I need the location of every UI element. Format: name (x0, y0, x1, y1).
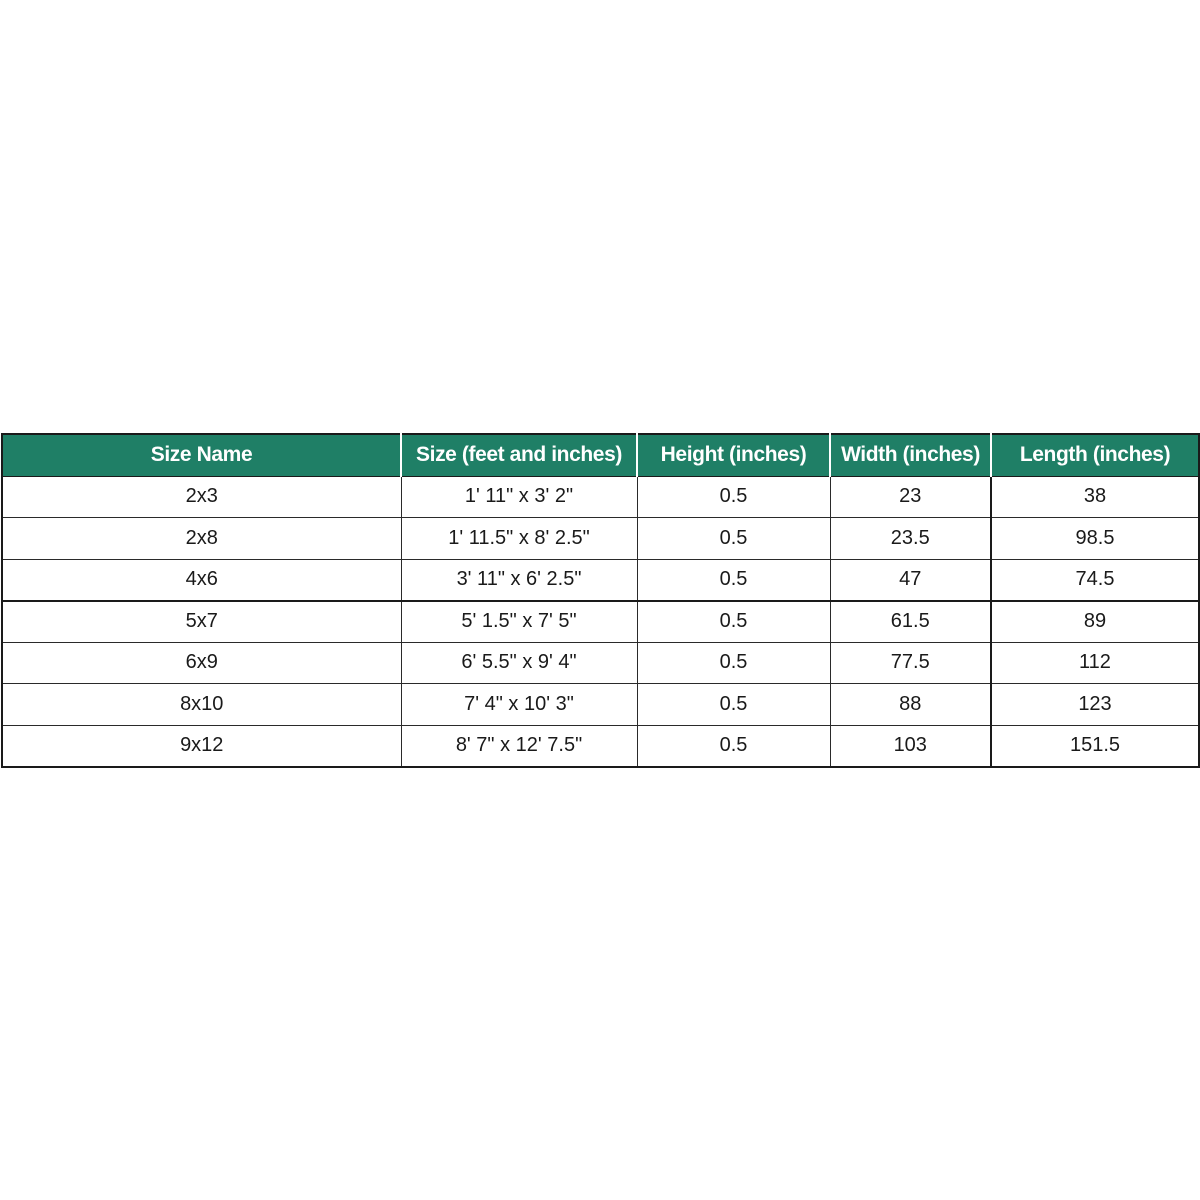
cell-size-name: 2x8 (2, 518, 401, 560)
cell-size-name: 6x9 (2, 642, 401, 684)
table-row (2, 559, 1199, 601)
header-size-feet-inches: Size (feet and inches) (401, 434, 637, 476)
table-row (2, 518, 1199, 560)
table-row (2, 725, 1199, 767)
cell-size-name: 4x6 (2, 559, 401, 601)
table-row (2, 476, 1199, 518)
table-row (2, 601, 1199, 643)
cell-width: 47 (830, 559, 991, 601)
cell-width: 88 (830, 684, 991, 726)
header-width: Width (inches) (830, 434, 991, 476)
cell-length: 123 (991, 684, 1199, 726)
cell-height: 0.5 (637, 601, 830, 643)
cell-width: 61.5 (830, 601, 991, 643)
cell-size-name: 5x7 (2, 601, 401, 643)
cell-height: 0.5 (637, 476, 830, 518)
cell-size-feet-inches: 5' 1.5" x 7' 5" (401, 601, 637, 643)
cell-height: 0.5 (637, 642, 830, 684)
cell-size-name: 9x12 (2, 725, 401, 767)
cell-size-feet-inches: 7' 4" x 10' 3" (401, 684, 637, 726)
table-body (2, 476, 1199, 767)
cell-length: 74.5 (991, 559, 1199, 601)
cell-size-feet-inches: 3' 11" x 6' 2.5" (401, 559, 637, 601)
cell-size-feet-inches: 1' 11" x 3' 2" (401, 476, 637, 518)
cell-height: 0.5 (637, 684, 830, 726)
cell-length: 38 (991, 476, 1199, 518)
header-row (2, 434, 1199, 476)
cell-size-name: 8x10 (2, 684, 401, 726)
cell-width: 23 (830, 476, 991, 518)
rug-size-table (1, 433, 1200, 768)
cell-width: 77.5 (830, 642, 991, 684)
table-header (2, 434, 1199, 476)
table-row (2, 684, 1199, 726)
cell-length: 98.5 (991, 518, 1199, 560)
cell-height: 0.5 (637, 559, 830, 601)
header-height: Height (inches) (637, 434, 830, 476)
cell-length: 89 (991, 601, 1199, 643)
cell-width: 103 (830, 725, 991, 767)
header-size-name: Size Name (2, 434, 401, 476)
header-length: Length (inches) (991, 434, 1199, 476)
cell-size-name: 2x3 (2, 476, 401, 518)
cell-size-feet-inches: 1' 11.5" x 8' 2.5" (401, 518, 637, 560)
cell-length: 151.5 (991, 725, 1199, 767)
table-row (2, 642, 1199, 684)
cell-width: 23.5 (830, 518, 991, 560)
cell-size-feet-inches: 8' 7" x 12' 7.5" (401, 725, 637, 767)
cell-height: 0.5 (637, 725, 830, 767)
cell-length: 112 (991, 642, 1199, 684)
cell-height: 0.5 (637, 518, 830, 560)
cell-size-feet-inches: 6' 5.5" x 9' 4" (401, 642, 637, 684)
